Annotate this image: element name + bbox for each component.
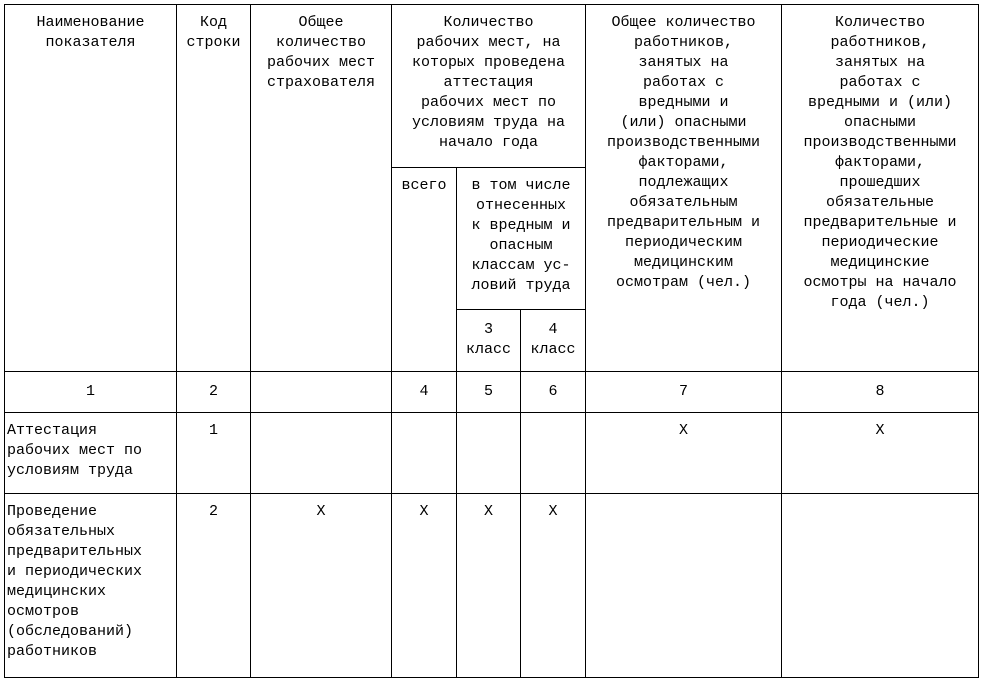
header-row-code: Код строки (177, 5, 251, 372)
header-total-workplaces: Общее количество рабочих мест страхователя (251, 5, 392, 372)
row-class-4 (521, 413, 586, 494)
row-indicator-name: Аттестация рабочих мест по условиям труда (5, 413, 177, 494)
column-number-row (5, 372, 979, 413)
header-class-3: 3 класс (457, 310, 521, 372)
column-number: 1 (5, 372, 177, 413)
row-workers-passed (782, 494, 979, 678)
header-certified-workplaces: Количество рабочих мест, на которых проведена аттестация рабочих мест по условиям труда на начало года (392, 5, 586, 168)
row-certified-total (392, 413, 457, 494)
row-certified-total: X (392, 494, 457, 678)
header-workers-subject-to-exams: Общее количество работников, занятых на работах с вредными и (или) опасными производственными факторами, подлежащих обязательным предварительным и периодическим медицинским осмотрам (чел.) (586, 5, 782, 372)
row-total-workplaces (251, 413, 392, 494)
column-number: 5 (457, 372, 521, 413)
column-number: 6 (521, 372, 586, 413)
column-number: 7 (586, 372, 782, 413)
row-indicator-name: Проведение обязательных предварительных и периодических медицинских осмотров (обследований) работников (5, 494, 177, 678)
row-class-4: X (521, 494, 586, 678)
row-workers-subject: X (586, 413, 782, 494)
row-code: 1 (177, 413, 251, 494)
table-row (5, 494, 979, 678)
row-workers-subject (586, 494, 782, 678)
column-number: 2 (177, 372, 251, 413)
row-total-workplaces: X (251, 494, 392, 678)
report-table (4, 4, 979, 678)
row-class-3 (457, 413, 521, 494)
table-row (5, 413, 979, 494)
column-number: 4 (392, 372, 457, 413)
header-certified-total: всего (392, 168, 457, 372)
row-workers-passed: X (782, 413, 979, 494)
row-class-3: X (457, 494, 521, 678)
header-indicator-name: Наименование показателя (5, 5, 177, 372)
header-row-1 (5, 5, 979, 168)
header-class-4: 4 класс (521, 310, 586, 372)
header-workers-passed-exams: Количество работников, занятых на работах с вредными и (или) опасными производственными факторами, прошедших обязательные предварительные и периодические медицинские осмотры на начало года (чел.) (782, 5, 979, 372)
column-number (251, 372, 392, 413)
header-certified-harmful: в том числе отнесенных к вредным и опасным классам ус- ловий труда (457, 168, 586, 310)
column-number: 8 (782, 372, 979, 413)
row-code: 2 (177, 494, 251, 678)
